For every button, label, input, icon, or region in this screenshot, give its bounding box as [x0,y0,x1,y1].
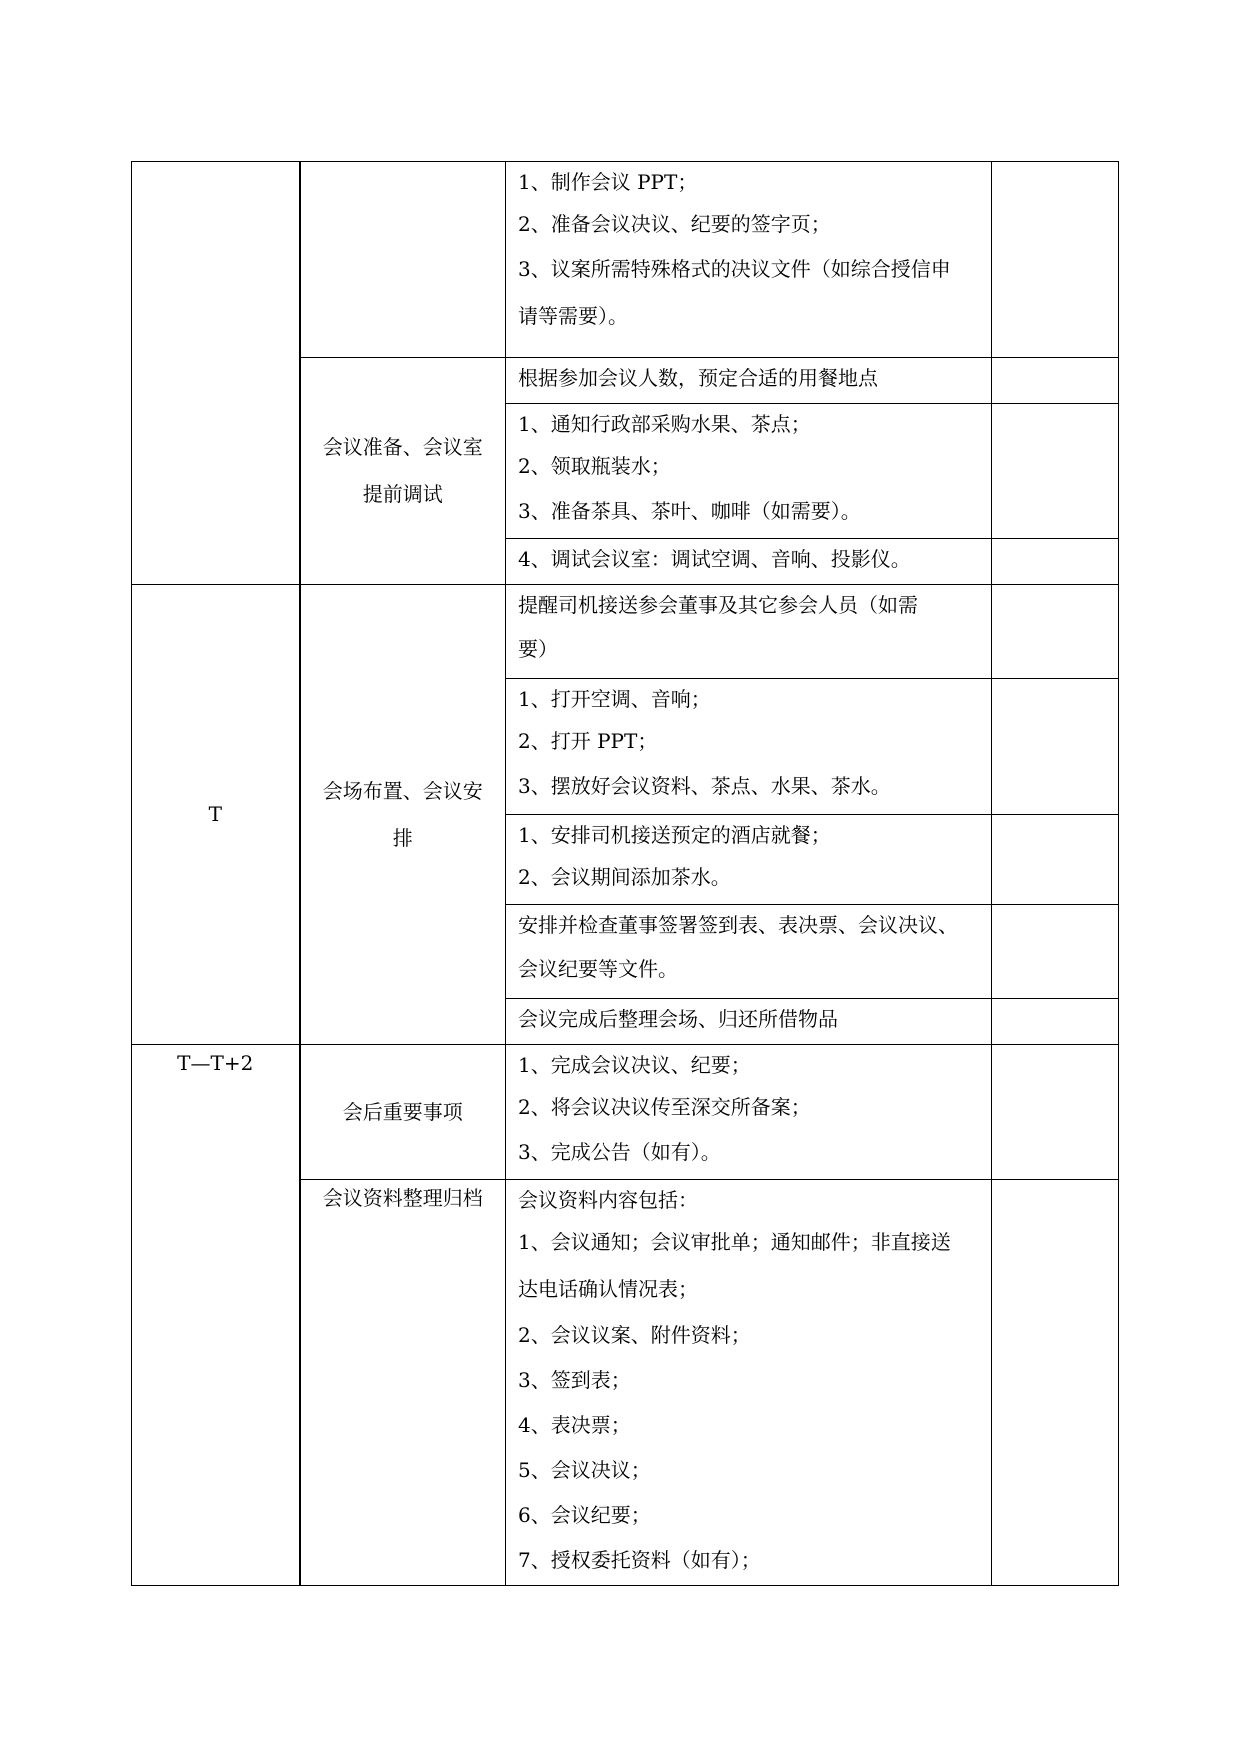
phase-cell [132,162,300,585]
task-cell [506,1045,992,1180]
task-cell [506,815,992,905]
task-cell [506,679,992,815]
topic-label-line: 提前调试 [362,482,443,506]
note-cell [992,162,1119,358]
task-cell [506,1180,992,1586]
note-cell [992,999,1119,1045]
task-line: 4、调试会议室：调试空调、音响、投影仪。 [518,547,911,571]
task-line: 2、将会议决议传至深交所备案； [518,1095,811,1119]
note-cell [992,358,1119,404]
task-line: 6、会议纪要； [518,1503,651,1527]
phase-label: T—T+2 [177,1051,254,1075]
task-line: 1、完成会议决议、纪要； [518,1053,751,1077]
task-line: 1、通知行政部采购水果、茶点； [518,412,811,436]
task-cell [506,999,992,1045]
task-line: 请等需要）。 [518,304,628,328]
task-line: 会议完成后整理会场、归还所借物品 [518,1007,838,1031]
note-cell [992,679,1119,815]
task-line: 提醒司机接送参会董事及其它参会人员（如需 [518,593,918,617]
task-line: 3、摆放好会议资料、茶点、水果、茶水。 [518,774,891,798]
topic-cell [300,1045,506,1180]
task-line: 会议资料内容包括： [518,1188,698,1212]
task-line: 7、授权委托资料（如有）； [518,1548,761,1572]
note-cell [992,815,1119,905]
phase-label: T [208,802,222,826]
task-line: 1、会议通知；会议审批单；通知邮件；非直接送 [518,1230,951,1254]
task-line: 1、打开空调、音响； [518,687,711,711]
table-row [132,585,1119,679]
task-line: 达电话确认情况表； [518,1277,698,1301]
task-line: 3、完成公告（如有）。 [518,1140,721,1164]
topic-label: 会议资料整理归档 [322,1186,483,1210]
task-cell [506,404,992,539]
task-line: 3、准备茶具、茶叶、咖啡（如需要）。 [518,499,861,523]
phase-cell [132,1045,300,1586]
task-line: 2、领取瓶装水； [518,454,671,478]
note-cell [992,539,1119,585]
checklist-table [131,161,1119,1586]
note-cell [992,585,1119,679]
task-cell [506,539,992,585]
task-cell [506,162,992,358]
note-cell [992,404,1119,539]
task-line: 4、表决票； [518,1413,631,1437]
topic-cell [300,162,506,358]
task-line: 3、议案所需特殊格式的决议文件（如综合授信申 [518,257,951,281]
topic-label-line: 排 [392,825,413,850]
task-line: 2、打开 PPT； [518,729,658,753]
task-line: 会议纪要等文件。 [518,957,678,981]
note-cell [992,1045,1119,1180]
topic-label-line: 会场布置、会议安 [322,778,483,803]
task-line: 1、安排司机接送预定的酒店就餐； [518,823,831,847]
topic-label-line: 会议准备、会议室 [322,435,483,459]
phase-cell [132,585,300,1045]
note-cell [992,1180,1119,1586]
task-line: 要） [518,637,558,661]
table-row [132,162,1119,358]
task-cell [506,905,992,999]
topic-label: 会后重要事项 [342,1099,463,1124]
task-cell [506,358,992,404]
topic-cell [300,358,506,585]
task-line: 2、准备会议决议、纪要的签字页； [518,212,831,236]
task-line: 3、签到表； [518,1368,631,1392]
task-line: 2、会议议案、附件资料； [518,1323,751,1347]
task-line: 根据参加会议人数，预定合适的用餐地点 [518,366,878,390]
task-line: 2、会议期间添加茶水。 [518,865,731,889]
topic-cell [300,1180,506,1586]
topic-cell [300,585,506,1045]
task-line: 5、会议决议； [518,1458,651,1482]
note-cell [992,905,1119,999]
task-cell [506,585,992,679]
task-line: 1、制作会议 PPT； [518,170,698,194]
task-line: 安排并检查董事签署签到表、表决票、会议决议、 [518,913,958,937]
table-row [132,1045,1119,1180]
